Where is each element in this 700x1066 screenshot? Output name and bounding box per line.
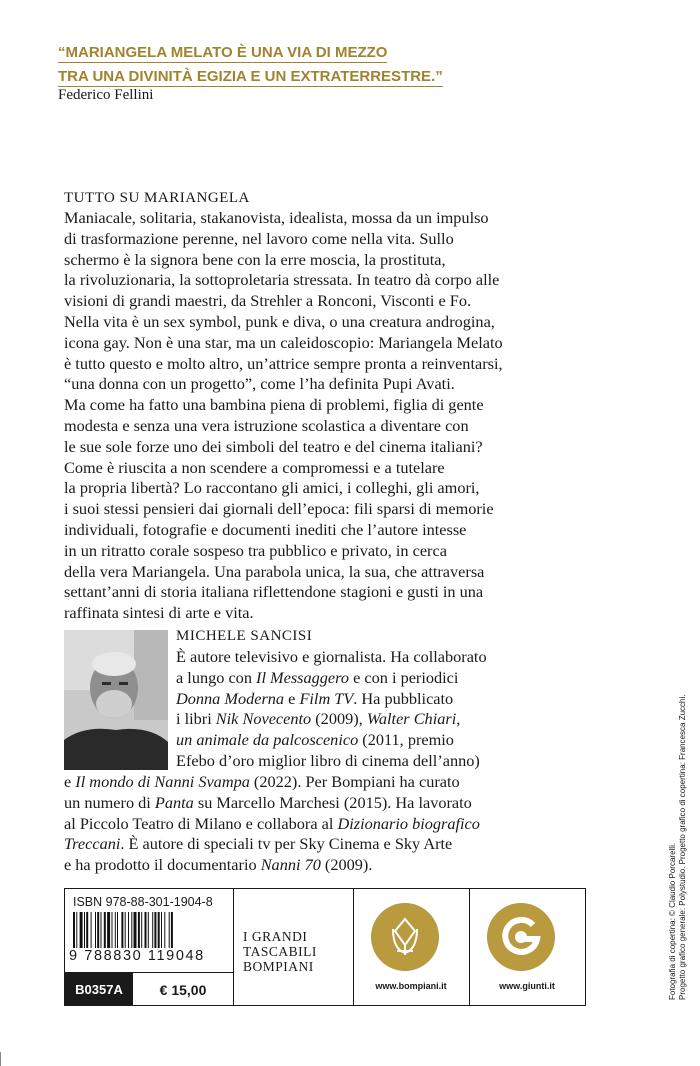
bio-line: e ha prodotto il documentario Nanni 70 (2009). xyxy=(64,855,373,875)
barcode-box xyxy=(64,888,586,1006)
bio-line: Treccani. È autore di speciali tv per Sky Cinema e Sky Arte xyxy=(64,834,453,854)
blurb-line: settant’anni di storia italiana riflettendone stagioni e gusti in una xyxy=(64,582,484,602)
bio-line: a lungo con Il Messaggero e con i periodici xyxy=(176,667,459,687)
author-name: MICHELE SANCISI xyxy=(176,628,313,644)
blurb-line: icona gay. Non è una star, ma un caleidoscopio: Mariangela Melato xyxy=(64,332,503,352)
blurb-line: visioni di grandi maestri, da Strehler a Ronconi, Visconti e Fo. xyxy=(64,291,472,311)
blurb-line: schermo è la signora bene con la erre moscia, la prostituta, xyxy=(64,249,446,269)
blurb-line: Maniacale, solitaria, stakanovista, idealista, mossa da un impulso xyxy=(64,208,489,227)
cover-credits xyxy=(668,695,688,1001)
series-line: BOMPIANI xyxy=(243,959,314,974)
bompiani-logo-icon xyxy=(371,903,439,971)
quote-line-1: “MARIANGELA MELATO È UNA VIA DI MEZZO xyxy=(58,44,388,61)
bio-line: Donna Moderna e Film TV. Ha pubblicato xyxy=(176,688,454,708)
bio-line: Efebo d’oro miglior libro di cinema dell’anno) xyxy=(176,750,480,770)
quote-author: Federico Fellini xyxy=(58,87,154,103)
blurb-line: raffinata sintesi di arte e vita. xyxy=(64,603,254,623)
series-line: TASCABILI xyxy=(243,944,317,959)
giunti-url[interactable]: www.giunti.it xyxy=(499,981,555,991)
blurb-line: di trasformazione perenne, nel lavoro come nella vita. Sullo xyxy=(64,228,454,248)
crop-mark xyxy=(0,1052,1,1066)
blurb-line: individuali, fotografie e documenti inediti che l’autore intesse xyxy=(64,519,467,539)
divider xyxy=(233,889,234,1005)
product-code: B0357A xyxy=(65,972,133,1006)
blurb-line: i suoi stessi pensieri dai giornali dell’epoca: fili sparsi di memorie xyxy=(64,499,494,519)
bio-line: un animale da palcoscenico (2011, premio xyxy=(176,730,454,750)
isbn-text: ISBN 978-88-301-1904-8 xyxy=(73,895,213,909)
blurb-line: la propria libertà? Lo raccontano gli amici, i colleghi, gli amori, xyxy=(64,478,480,498)
blurb-line: della vera Mariangela. Una parabola unica, la sua, che attraversa xyxy=(64,561,485,581)
bio-line: e Il mondo di Nanni Svampa (2022). Per Bompiani ha curato xyxy=(64,772,460,791)
credits-line: Fotografia di copertina: © Claudio Porcarelli. xyxy=(668,842,677,1000)
author-bio-bottom xyxy=(64,772,480,876)
price: € 15,00 xyxy=(133,972,233,1006)
blurb-line: in un ritratto corale sospeso tra pubblico e privato, in cerca xyxy=(64,540,447,560)
series-name xyxy=(243,929,343,974)
bio-line: un numero di Panta su Marcello Marchesi (2015). Ha lavorato xyxy=(64,792,472,812)
blurb-line: le sue sole forze uno dei simboli del teatro e del cinema italiani? xyxy=(64,436,483,456)
blurb-line: Come è riuscita a non scendere a compromessi e a tutelare xyxy=(64,457,445,477)
barcode-digits: 9 788830 119048 xyxy=(69,948,205,964)
author-bio-top xyxy=(176,647,487,772)
author-photo xyxy=(64,630,168,770)
quote-line-2: TRA UNA DIVINITÀ EGIZIA E UN EXTRATERRESTRE.” xyxy=(58,68,443,85)
bompiani-url[interactable]: www.bompiani.it xyxy=(375,981,447,991)
blurb-line: “una donna con un progetto”, come l’ha definita Pupi Avati. xyxy=(64,374,455,394)
bio-line: È autore televisivo e giornalista. Ha collaborato xyxy=(176,647,487,666)
blurb-line: è tutto questo e molto altro, un’attrice sempre pronta a reinventarsi, xyxy=(64,353,503,373)
blurb-line: Nella vita è un sex symbol, punk e diva, o una creatura androgina, xyxy=(64,311,495,331)
blurb-line: Ma come ha fatto una bambina piena di problemi, figlia di gente xyxy=(64,395,484,415)
bio-line: i libri Nik Novecento (2009), Walter Chiari, xyxy=(176,709,461,729)
blurb-text xyxy=(64,208,624,624)
barcode-icon xyxy=(73,912,225,948)
giunti-logo-icon xyxy=(487,903,555,971)
section-title: TUTTO SU MARIANGELA xyxy=(64,190,250,206)
quote xyxy=(58,42,443,90)
series-line: I GRANDI xyxy=(243,929,308,944)
credits-line: Progetto grafico generale: Polystudio. Progetto grafico di copertina: Francesca Zucchi. xyxy=(678,694,687,1000)
blurb-line: la rivoluzionaria, la sottoproletaria stressata. In teatro dà corpo alle xyxy=(64,270,500,290)
blurb-line: modesta e senza una vera istruzione scolastica a diventare con xyxy=(64,415,469,435)
bio-line: al Piccolo Teatro di Milano e collabora al Dizionario biografico xyxy=(64,813,480,833)
